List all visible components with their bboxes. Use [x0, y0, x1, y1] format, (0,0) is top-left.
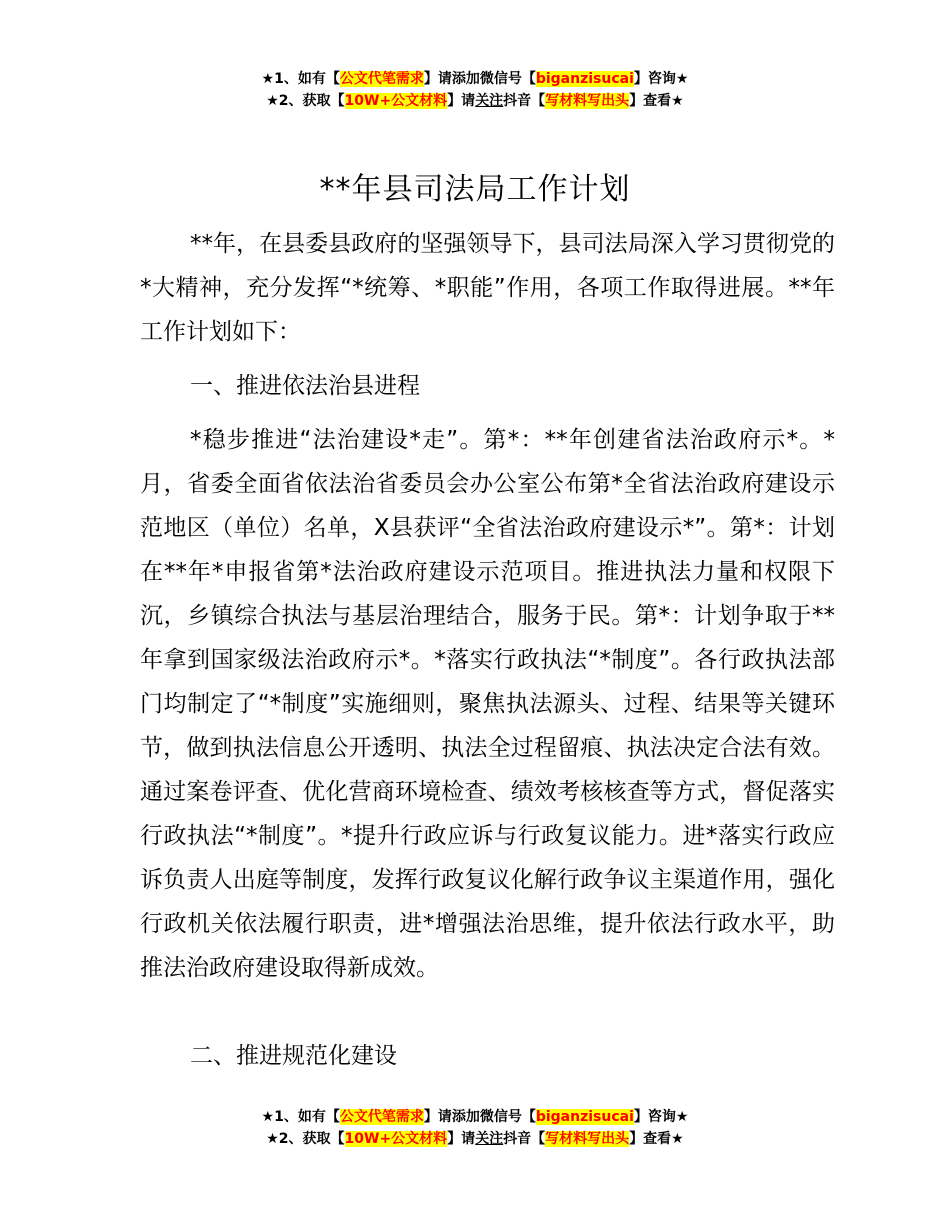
promo-line-1 — [0, 1106, 950, 1128]
header-promo-banner — [0, 68, 950, 112]
promo-text: 】查看★ — [629, 93, 684, 109]
promo-text: 】咨询★ — [633, 71, 689, 87]
promo-text: ★1、如有【 — [261, 1109, 340, 1125]
wechat-id-highlight: biganzisucai — [535, 71, 634, 87]
promo-text: 】请添加微信号【 — [423, 71, 536, 87]
promo-text: 】咨询★ — [633, 1109, 689, 1125]
promo-text: ★2、获取【 — [266, 1131, 345, 1147]
promo-highlight: 10W+公文材料 — [344, 1131, 448, 1147]
douyin-id-highlight: 写材料写出头 — [545, 93, 630, 109]
promo-text: 】请 — [447, 1131, 476, 1147]
promo-highlight: 10W+公文材料 — [344, 93, 448, 109]
footer-promo-banner — [0, 1106, 950, 1150]
promo-text: 】请 — [447, 93, 476, 109]
promo-highlight: 公文代笔需求 — [339, 1109, 424, 1125]
promo-line-1 — [0, 68, 950, 90]
section-1-heading: 一、推进依法治县进程 — [190, 373, 420, 399]
document-title: **年县司法局工作计划 — [319, 172, 631, 207]
section-1-body: *稳步推进“法治建设*走”。第*：**年创建省法治政府示*。*月，省委全面省依法治省委员会办公室公布第*全省法治政府建设示范地区（单位）名单，X县获评“全省法治政府建设示*”。第*：计划在**年*申报省第*法治政府建设示范项目。推进执法力量和权限下沉，乡镇综合执法与基层治理结合，服务于民。第*：计划争取于**年拿到国家级法治政府示*。*落实行政执法“*制度”。各行政执法部门均制定了“*制度”实施细则，聚焦执法源头、过程、结果等关键环节，做到执法信息公开透明、执法全过程留痕、执法决定合法有效。通过案卷评查、优化营商环境检查、绩效考核核查等方式，督促落实行政执法“*制度”。*提升行政应诉与行政复议能力。进*落实行政应诉负责人出庭等制度，发挥行政复议化解行政争议主渠道作用，强化行政机关依法履行职责，进*增强法治思维，提升依法行政水平，助推法治政府建设取得新成效。 — [140, 427, 835, 981]
promo-underlined: 关注 — [475, 93, 504, 109]
promo-line-2 — [0, 1128, 950, 1150]
promo-underlined: 关注 — [475, 1131, 504, 1147]
promo-text: ★1、如有【 — [261, 71, 340, 87]
promo-text: 】查看★ — [629, 1131, 684, 1147]
douyin-id-highlight: 写材料写出头 — [545, 1131, 630, 1147]
promo-highlight: 公文代笔需求 — [339, 71, 424, 87]
promo-text: 抖音【 — [503, 1131, 546, 1147]
intro-paragraph: **年，在县委县政府的坚强领导下，县司法局深入学习贯彻党的*大精神，充分发挥“*统筹、*职能”作用，各项工作取得进展。**年工作计划如下： — [140, 231, 835, 345]
section-2-heading: 二、推进规范化建设 — [190, 1043, 397, 1069]
promo-line-2 — [0, 90, 950, 112]
wechat-id-highlight: biganzisucai — [535, 1109, 634, 1125]
promo-text: 】请添加微信号【 — [423, 1109, 536, 1125]
promo-text: ★2、获取【 — [266, 93, 345, 109]
promo-text: 抖音【 — [503, 93, 546, 109]
